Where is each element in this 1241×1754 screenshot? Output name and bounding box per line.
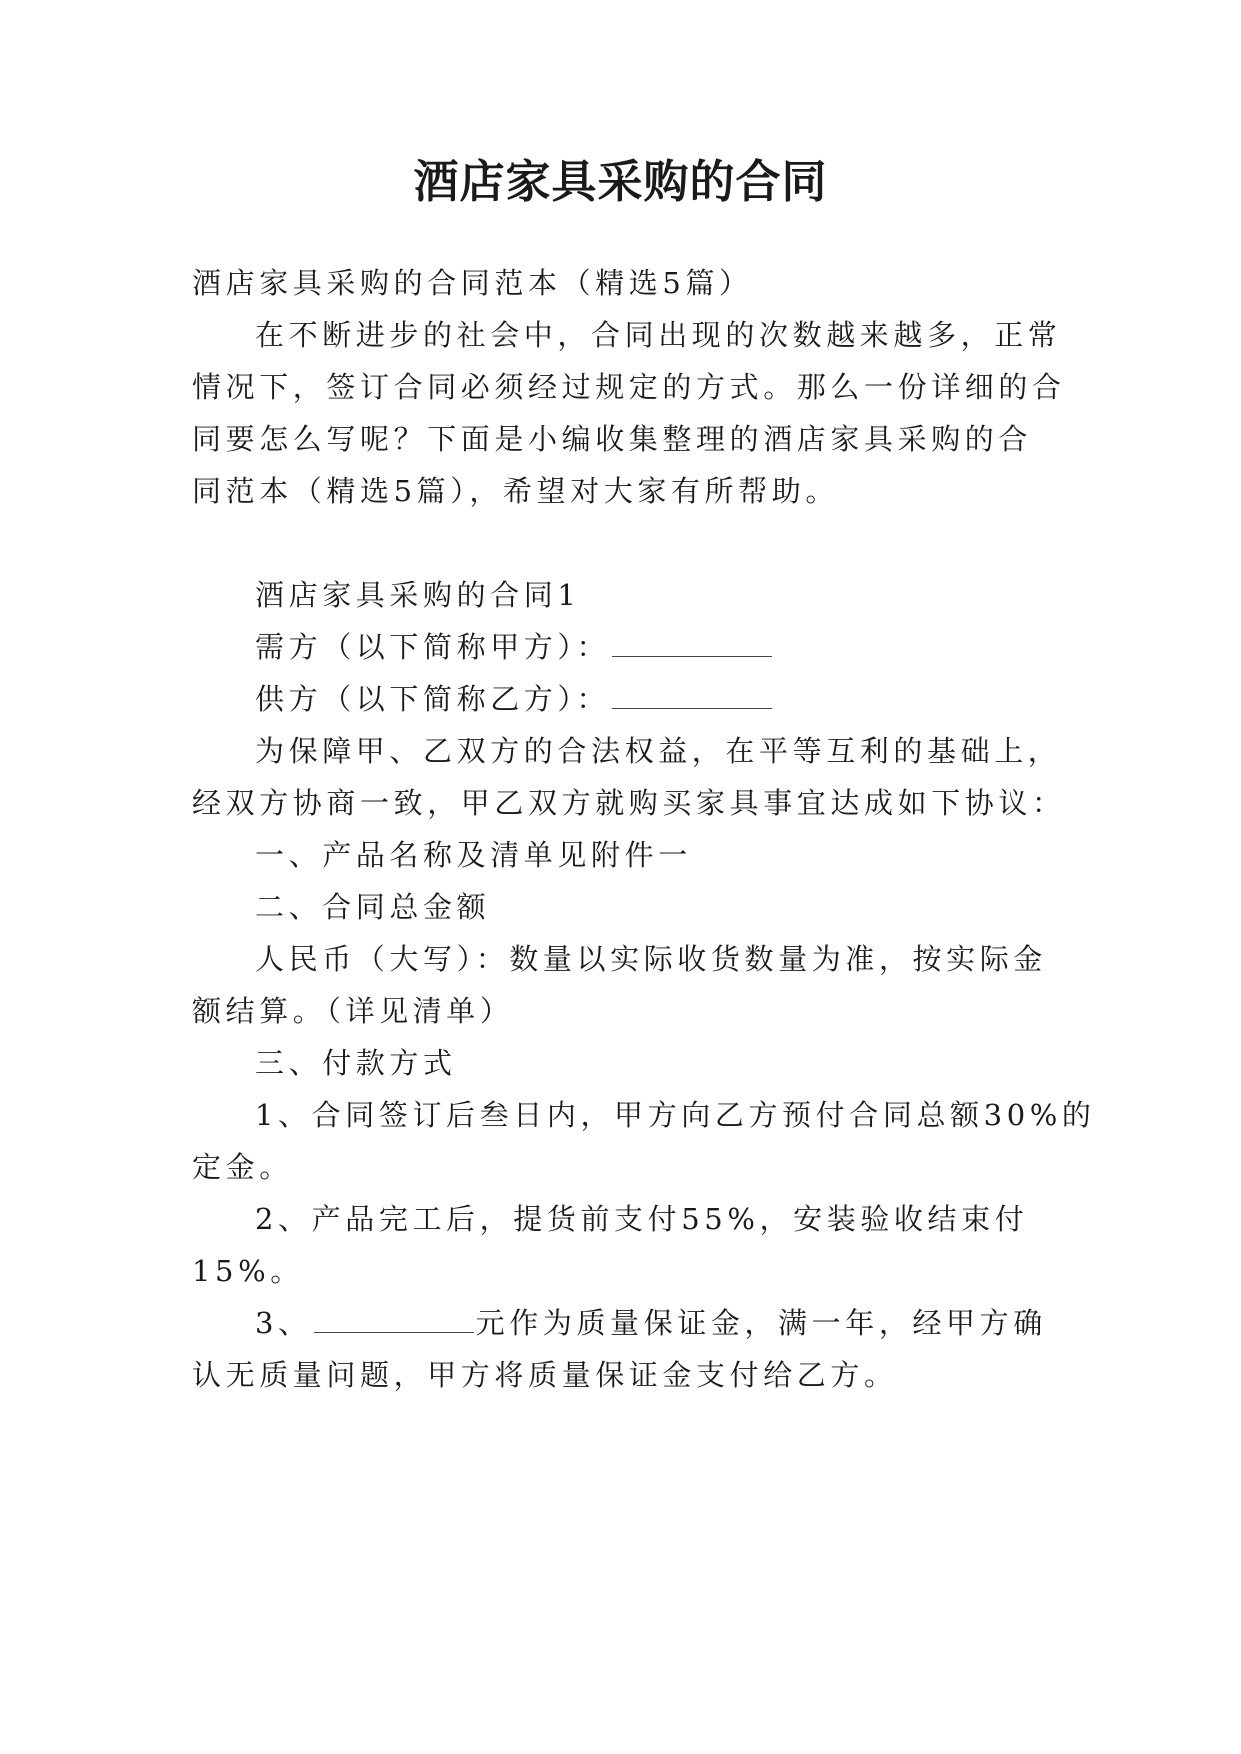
payment-3-blank bbox=[314, 1306, 474, 1333]
party-a-label: 需方（以下简称甲方）： bbox=[255, 630, 611, 664]
amount-line-2: 额结算。（详见清单） bbox=[192, 994, 514, 1028]
clause-1: 一、产品名称及清单见附件一 bbox=[255, 838, 692, 872]
party-b-blank bbox=[612, 682, 772, 709]
intro-line-4: 同范本（精选5篇），希望对大家有所帮助。 bbox=[192, 474, 839, 508]
party-b-line bbox=[255, 679, 1072, 719]
party-a-line bbox=[255, 627, 1072, 667]
party-b-label: 供方（以下简称乙方）： bbox=[255, 682, 611, 716]
preamble-line-2: 经双方协商一致，甲乙双方就购买家具事宜达成如下协议： bbox=[192, 786, 1066, 820]
subtitle: 酒店家具采购的合同范本（精选5篇） bbox=[192, 266, 753, 300]
clause-3: 三、付款方式 bbox=[255, 1046, 457, 1080]
party-a-blank bbox=[612, 630, 772, 657]
intro-line-3: 同要怎么写呢？下面是小编收集整理的酒店家具采购的合 bbox=[192, 422, 1033, 456]
section-heading: 酒店家具采购的合同1 bbox=[255, 578, 581, 612]
preamble-line-1: 为保障甲、乙双方的合法权益，在平等互利的基础上， bbox=[255, 734, 1062, 768]
payment-3-line-1 bbox=[255, 1303, 1072, 1343]
intro-line-2: 情况下，签订合同必须经过规定的方式。那么一份详细的合 bbox=[192, 370, 1066, 404]
payment-1-line-1: 1、合同签订后叁日内，甲方向乙方预付合同总额30%的 bbox=[255, 1098, 1096, 1132]
payment-2-line-2: 15%。 bbox=[192, 1254, 304, 1288]
payment-3-prefix: 3、 bbox=[255, 1306, 312, 1340]
clause-2: 二、合同总金额 bbox=[255, 890, 491, 924]
payment-2-line-1: 2、产品完工后，提货前支付55%，安装验收结束付 bbox=[255, 1202, 1029, 1236]
payment-3-line-2: 认无质量问题，甲方将质量保证金支付给乙方。 bbox=[192, 1358, 898, 1392]
document-title: 酒店家具采购的合同 bbox=[413, 155, 828, 208]
payment-3-suffix: 元作为质量保证金，满一年，经甲方确 bbox=[475, 1306, 1047, 1340]
payment-1-line-2: 定金。 bbox=[192, 1150, 293, 1184]
amount-line-1: 人民币（大写）：数量以实际收货数量为准，按实际金 bbox=[255, 942, 1047, 976]
intro-line-1: 在不断进步的社会中，合同出现的次数越来越多，正常 bbox=[255, 318, 1062, 352]
